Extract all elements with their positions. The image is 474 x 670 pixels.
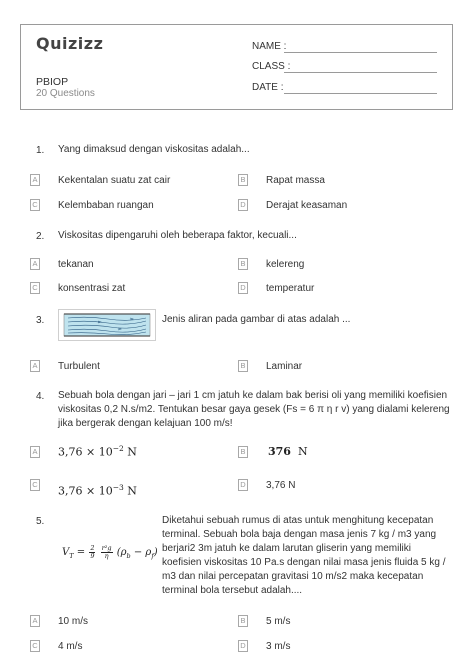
question-text: Jenis aliran pada gambar di atas adalah ... bbox=[162, 314, 351, 325]
date-line bbox=[284, 93, 437, 94]
option-letter-box[interactable]: C bbox=[30, 282, 40, 294]
exponent: −2 bbox=[112, 444, 124, 453]
option-text[interactable]: Kekentalan suatu zat cair bbox=[58, 175, 171, 186]
question-text-line: Diketahui sebuah rumus di atas untuk menghitung kecepatan bbox=[162, 515, 434, 526]
question-text-line: koefisien viskositas 10 Pa.s dengan nilai masa jenis fluida 5 kg / bbox=[162, 557, 446, 568]
formula-frac-2-9 bbox=[89, 545, 95, 560]
option-text[interactable]: tekanan bbox=[58, 259, 94, 270]
option-text[interactable]: temperatur bbox=[266, 283, 315, 294]
option-math[interactable] bbox=[58, 444, 137, 459]
frac-den: 9 bbox=[90, 552, 95, 560]
mantissa: 3,76 × 10 bbox=[58, 445, 113, 459]
option-letter-box[interactable]: A bbox=[30, 615, 40, 627]
option-letter-box[interactable]: D bbox=[238, 282, 248, 294]
formula-part: (ρ bbox=[116, 547, 127, 558]
class-line bbox=[284, 72, 437, 73]
option-text[interactable]: Kelembaban ruangan bbox=[58, 200, 154, 211]
unit: N bbox=[297, 445, 308, 458]
flow-diagram-image bbox=[58, 309, 156, 341]
formula-part: − ρ bbox=[130, 547, 152, 558]
name-line bbox=[284, 52, 437, 53]
name-label: NAME : bbox=[252, 41, 287, 52]
question-text: Yang dimaksud dengan viskositas adalah... bbox=[58, 144, 250, 155]
option-letter-box[interactable]: B bbox=[238, 174, 248, 186]
formula-eq: = bbox=[76, 547, 86, 558]
unit: N bbox=[127, 484, 137, 498]
option-text[interactable]: kelereng bbox=[266, 259, 305, 270]
question-text-line: berjari2 3m jatuh ke dalam larutan gliserin yang memiliki bbox=[162, 543, 411, 554]
class-label: CLASS : bbox=[252, 61, 291, 72]
unit: N bbox=[127, 445, 137, 459]
option-letter-box[interactable]: D bbox=[238, 199, 248, 211]
option-text[interactable]: Rapat massa bbox=[266, 175, 325, 186]
formula-sub: b bbox=[126, 552, 131, 560]
question-number: 5. bbox=[36, 516, 45, 527]
option-letter-box[interactable]: A bbox=[30, 360, 40, 372]
option-text[interactable]: 3 m/s bbox=[266, 641, 291, 652]
mantissa: 3,76 × 10 bbox=[58, 484, 113, 498]
frac-num: r²g bbox=[101, 544, 112, 552]
option-letter-box[interactable]: A bbox=[30, 174, 40, 186]
option-text[interactable]: konsentrasi zat bbox=[58, 283, 126, 294]
option-text[interactable]: 3,76 N bbox=[266, 480, 296, 491]
option-text[interactable]: 5 m/s bbox=[266, 616, 291, 627]
question-count: 20 Questions bbox=[36, 88, 95, 99]
question-text: Viskositas dipengaruhi oleh beberapa faktor, kecuali... bbox=[58, 230, 297, 241]
option-letter-box[interactable]: D bbox=[238, 640, 248, 652]
question-text-line: jika bergerak dengan kelajuan 100 m/s! bbox=[58, 418, 233, 429]
option-letter-box[interactable]: B bbox=[238, 360, 248, 372]
formula-sub: f bbox=[151, 552, 154, 560]
formula-lhs-sub: T bbox=[69, 552, 74, 560]
terminal-velocity-formula bbox=[62, 545, 158, 560]
worksheet-title: PBIOP bbox=[36, 76, 69, 88]
question-text-line: m3 dan nilai percepatan gravitasi 10 m/s2 maka kecepatan bbox=[162, 571, 424, 582]
option-letter-box[interactable]: C bbox=[30, 199, 40, 211]
option-letter-box[interactable]: A bbox=[30, 446, 40, 458]
option-text[interactable]: 4 m/s bbox=[58, 641, 83, 652]
question-number: 3. bbox=[36, 315, 45, 326]
option-letter-box[interactable]: C bbox=[30, 640, 40, 652]
option-math[interactable] bbox=[58, 483, 137, 498]
question-text-line: terminal. Sebuah bola baja dengan masa jenis 7 kg / m3 yang bbox=[162, 529, 437, 540]
date-label: DATE : bbox=[252, 82, 284, 93]
option-text[interactable]: 10 m/s bbox=[58, 616, 89, 627]
question-number: 4. bbox=[36, 391, 45, 402]
question-text-line: viskositas 0,2 N.s/m2. Tentukan besar gaya gesek (Fs = 6 π η r v) yang dialami kelereng bbox=[58, 404, 450, 415]
question-text-line: terminal bola tersebut adalah.... bbox=[162, 585, 303, 596]
frac-den: η bbox=[104, 552, 109, 560]
question-text-line: Sebuah bola dengan jari – jari 1 cm jatuh ke dalam bak berisi oli yang memiliki koefisien bbox=[58, 390, 448, 401]
quizizz-logo: Quizizz bbox=[36, 34, 104, 53]
question-number: 1. bbox=[36, 145, 45, 156]
option-letter-box[interactable]: B bbox=[238, 615, 248, 627]
formula-lhs: V bbox=[62, 547, 70, 558]
option-letter-box[interactable]: D bbox=[238, 479, 248, 491]
value: 376 bbox=[268, 445, 291, 458]
question-number: 2. bbox=[36, 231, 45, 242]
exponent: −3 bbox=[112, 483, 124, 492]
option-letter-box[interactable]: B bbox=[238, 258, 248, 270]
frac-num: 2 bbox=[90, 544, 95, 552]
formula-part: ) bbox=[153, 547, 158, 558]
option-text[interactable]: Derajat keasaman bbox=[266, 200, 348, 211]
option-letter-box[interactable]: A bbox=[30, 258, 40, 270]
option-letter-box[interactable]: B bbox=[238, 446, 248, 458]
option-letter-box[interactable]: C bbox=[30, 479, 40, 491]
option-math[interactable] bbox=[268, 445, 308, 458]
option-text[interactable]: Turbulent bbox=[58, 361, 100, 372]
option-text[interactable]: Laminar bbox=[266, 361, 303, 372]
formula-frac-r2g-eta bbox=[101, 545, 113, 560]
